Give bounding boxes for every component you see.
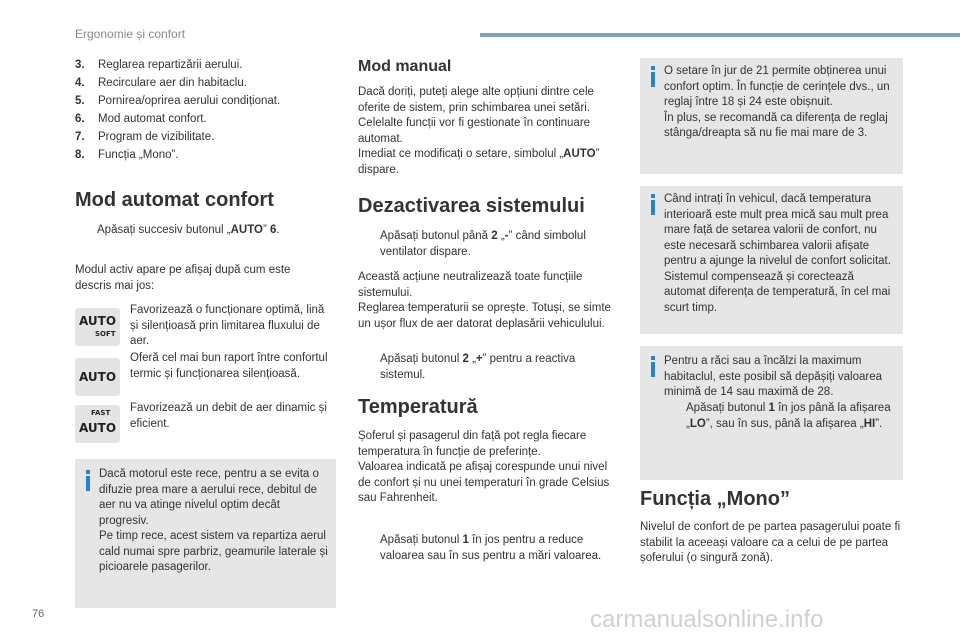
info-text: O setare în jur de 21 permite obținerea unui confort optim. În funcție de cerințele dvs., un reglaj între 18 și 24 este obișnuit. În plus, se recomandă ca diferența de reglaj stânga/dreapta să nu fie mai mare de 3. xyxy=(664,65,890,139)
info-text: Dacă motorul este rece, pentru a se evita o difuzie prea mare a aerului rece, debitul de aer nu va atinge nivelul optim decât progresiv. Pe timp rece, acest sistem va repartiza aerul cald numai spre parbriz, geamurile laterale și picioarele pasagerilor. xyxy=(99,468,328,573)
info-box-setting-21 xyxy=(640,58,903,174)
info-icon xyxy=(651,72,655,87)
info-box-compensation xyxy=(640,186,903,334)
deactivate-text: Această acțiune neutralizează toate funcțiile sistemului. Reglarea temperaturii se oprește. Totuși, se simte un ușor flux de aer datorat deplasării vehiculului. xyxy=(358,271,611,330)
list-item: 7. Program de vizibilitate. xyxy=(75,131,215,143)
section-title-deactivate: Dezactivarea sistemului xyxy=(358,195,585,217)
list-item: 8. Funcția „Mono”. xyxy=(75,149,179,161)
bullet-reactivate: Apăsați butonul 2 „+” pentru a reactiva sistemul. xyxy=(358,352,620,383)
mode-desc: Favorizează o funcționare optimă, lină și silențioasă prin limitarea fluxului de aer. xyxy=(130,304,325,347)
checkbox-bullet-icon xyxy=(664,401,686,432)
info-text: Pentru a răci sau a încălzi la maximum habitaclul, este posibil să depășiți valoarea minimă de 14 sau maximă de 28. xyxy=(664,355,882,398)
checkbox-bullet-icon xyxy=(358,533,380,564)
bullet-temperature: Apăsați butonul 1 în jos pentru a reduce valoarea sau în sus pentru a mări valoarea. xyxy=(358,533,620,564)
mode-row-auto xyxy=(75,351,335,399)
info-icon xyxy=(86,476,90,491)
mode-desc: Oferă cel mai bun raport între confortul termic și funcționarea silențioasă. xyxy=(130,352,328,380)
header-accent-bar xyxy=(480,33,960,37)
auto-icon: AUTO xyxy=(75,358,120,396)
page-header-title: Ergonomie și confort xyxy=(75,27,186,41)
page-number: 76 xyxy=(32,608,45,620)
section-title-manual: Mod manual xyxy=(358,58,452,75)
bullet-lo-hi: Apăsați butonul 1 în jos până la afișarea „LO”, sau în sus, până la afișarea „HI”. xyxy=(664,401,898,432)
list-item: 5. Pornirea/oprirea aerului condiționat. xyxy=(75,95,281,107)
checkbox-bullet-icon xyxy=(75,223,97,239)
auto-intro-text: Modul activ apare pe afișaj după cum este descris mai jos: xyxy=(75,264,291,292)
section-title-temperature: Temperatură xyxy=(358,396,478,418)
fast-auto-icon: FAST AUTO xyxy=(75,405,120,443)
section-title-auto: Mod automat confort xyxy=(75,189,274,211)
bullet-auto: Apăsați succesiv butonul „AUTO” 6. xyxy=(75,223,335,239)
manual-text: Dacă doriți, puteți alege alte opțiuni dintre cele oferite de sistem, prin schimbarea unei setări. Celelalte funcții vor fi gestionate în continuare automat. Imediat ce modificați o setare, simbolul „AUTO” dispare. xyxy=(358,86,600,176)
info-icon xyxy=(651,362,655,377)
list-item: 6. Mod automat confort. xyxy=(75,113,207,125)
mono-text: Nivelul de confort de pe partea pasagerului poate fi stabilit la aceeași valoare ca a celui de pe partea șoferului (o singură zonă). xyxy=(640,521,901,564)
list-item: 4. Recirculare aer din habitaclu. xyxy=(75,77,247,89)
info-box-cold-engine xyxy=(75,459,336,608)
temperature-text: Șoferul și pasagerul din față pot regla fiecare temperatura în funcție de preferințe. Valoarea indicată pe afișaj corespunde unui nivel de confort și nu unei temperaturi în grade Celsius sau Fahrenheit. xyxy=(358,430,610,504)
list-item: 3. Reglarea repartizării aerului. xyxy=(75,59,243,71)
mode-desc: Favorizează un debit de aer dinamic și eficient. xyxy=(130,402,327,430)
watermark: carmanualsonline.info xyxy=(590,606,824,633)
numbered-list xyxy=(75,56,335,164)
checkbox-bullet-icon xyxy=(358,229,380,260)
info-box-maximum xyxy=(640,346,903,480)
info-text: Când intrați în vehicul, dacă temperatura interioară este mult prea mică sau mult prea mare față de setarea valorii de confort, nu este necesară schimbarea valorii afișate pentru a ajunge la nivelul de confort solicitat. Sistemul compensează și corectează automat diferența de temperatură, în cel mai scurt timp. xyxy=(664,193,891,314)
info-icon xyxy=(651,200,655,215)
mode-row-auto-soft xyxy=(75,303,335,351)
mode-row-fast-auto xyxy=(75,401,335,449)
auto-soft-icon: AUTO SOFT xyxy=(75,308,120,346)
bullet-deactivate: Apăsați butonul până 2 „-” când simbolul ventilator dispare. xyxy=(358,229,620,260)
checkbox-bullet-icon xyxy=(358,352,380,383)
section-title-mono: Funcția „Mono” xyxy=(640,488,790,510)
